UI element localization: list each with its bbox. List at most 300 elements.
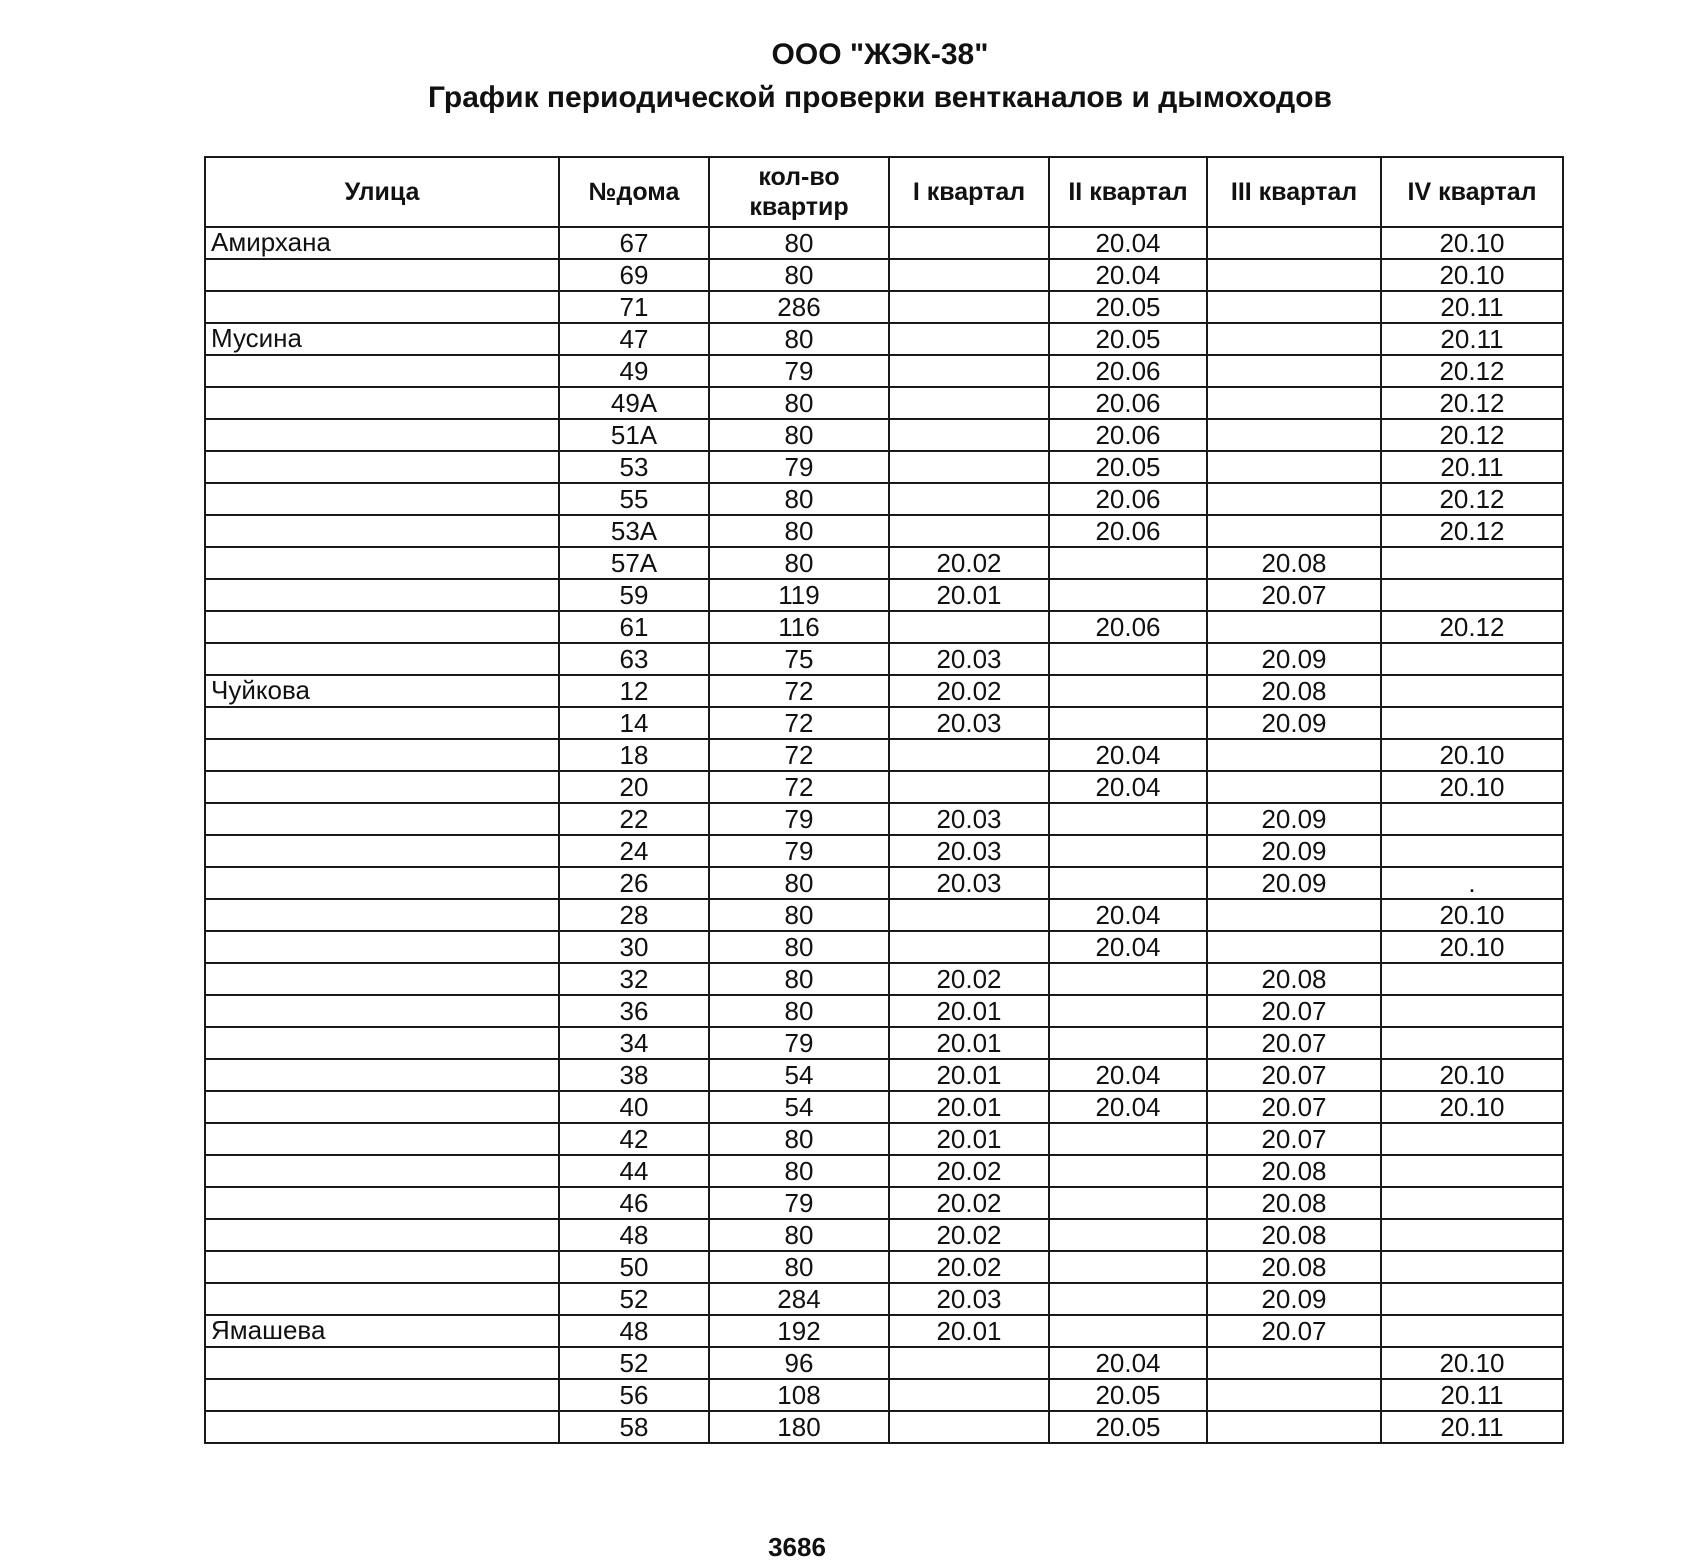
q1-date-cell: 20.03 [889, 835, 1049, 867]
q4-date-cell: 20.10 [1381, 259, 1563, 291]
table-row [205, 1347, 1563, 1379]
table-row [205, 1123, 1563, 1155]
table-row [205, 771, 1563, 803]
q4-date-cell [1381, 1315, 1563, 1347]
house-number-cell: 36 [559, 995, 709, 1027]
street-cell [205, 739, 559, 771]
street-cell [205, 355, 559, 387]
street-cell [205, 1091, 559, 1123]
house-number-cell: 63 [559, 643, 709, 675]
q2-date-cell: 20.06 [1049, 483, 1207, 515]
q4-date-cell: . [1381, 867, 1563, 899]
house-number-cell: 34 [559, 1027, 709, 1059]
apartment-count-cell: 80 [709, 515, 889, 547]
street-cell [205, 803, 559, 835]
q4-date-cell [1381, 547, 1563, 579]
q3-date-cell [1207, 1347, 1381, 1379]
q3-date-cell: 20.09 [1207, 643, 1381, 675]
q1-date-cell: 20.01 [889, 1027, 1049, 1059]
street-cell [205, 1155, 559, 1187]
q1-date-cell: 20.01 [889, 1123, 1049, 1155]
q1-date-cell: 20.03 [889, 643, 1049, 675]
q4-date-cell: 20.11 [1381, 1411, 1563, 1443]
q4-date-cell [1381, 1219, 1563, 1251]
column-header-street: Улица [205, 157, 559, 227]
house-number-cell: 14 [559, 707, 709, 739]
q3-date-cell [1207, 739, 1381, 771]
q2-date-cell: 20.04 [1049, 259, 1207, 291]
street-cell [205, 1347, 559, 1379]
street-cell [205, 995, 559, 1027]
q1-date-cell: 20.02 [889, 547, 1049, 579]
street-cell [205, 643, 559, 675]
q4-date-cell: 20.12 [1381, 611, 1563, 643]
q2-date-cell: 20.04 [1049, 931, 1207, 963]
q3-date-cell [1207, 291, 1381, 323]
q4-date-cell: 20.10 [1381, 771, 1563, 803]
table-row [205, 1059, 1563, 1091]
column-header-q2: II квартал [1049, 157, 1207, 227]
street-cell: Амирхана [205, 227, 559, 259]
q3-date-cell: 20.08 [1207, 675, 1381, 707]
apartment-count-cell: 80 [709, 547, 889, 579]
q3-date-cell: 20.08 [1207, 547, 1381, 579]
q3-date-cell: 20.08 [1207, 963, 1381, 995]
q4-date-cell [1381, 1027, 1563, 1059]
q3-date-cell [1207, 451, 1381, 483]
q1-date-cell [889, 419, 1049, 451]
house-number-cell: 49А [559, 387, 709, 419]
house-number-cell: 59 [559, 579, 709, 611]
document-title: График периодической проверки вентканалов и дымоходов [428, 81, 1332, 114]
street-cell: Ямашева [205, 1315, 559, 1347]
q4-date-cell [1381, 579, 1563, 611]
apartment-count-cell: 119 [709, 579, 889, 611]
column-header-apartment-count: кол-во квартир [709, 157, 889, 227]
house-number-cell: 22 [559, 803, 709, 835]
street-cell [205, 611, 559, 643]
house-number-cell: 48 [559, 1315, 709, 1347]
q1-date-cell [889, 355, 1049, 387]
q4-date-cell: 20.12 [1381, 387, 1563, 419]
q3-date-cell [1207, 771, 1381, 803]
apartment-count-cell: 54 [709, 1059, 889, 1091]
q4-date-cell: 20.11 [1381, 291, 1563, 323]
house-number-cell: 48 [559, 1219, 709, 1251]
q1-date-cell [889, 451, 1049, 483]
table-row [205, 899, 1563, 931]
street-cell [205, 1411, 559, 1443]
q2-date-cell: 20.04 [1049, 739, 1207, 771]
house-number-cell: 18 [559, 739, 709, 771]
apartment-count-cell: 79 [709, 835, 889, 867]
q1-date-cell [889, 515, 1049, 547]
house-number-cell: 26 [559, 867, 709, 899]
table-row [205, 291, 1563, 323]
house-number-cell: 55 [559, 483, 709, 515]
house-number-cell: 40 [559, 1091, 709, 1123]
q2-date-cell [1049, 707, 1207, 739]
q2-date-cell [1049, 995, 1207, 1027]
q4-date-cell: 20.10 [1381, 899, 1563, 931]
table-row [205, 451, 1563, 483]
apartment-count-cell: 80 [709, 1219, 889, 1251]
q2-date-cell: 20.05 [1049, 1379, 1207, 1411]
house-number-cell: 52 [559, 1283, 709, 1315]
street-cell [205, 483, 559, 515]
table-row [205, 1027, 1563, 1059]
house-number-cell: 44 [559, 1155, 709, 1187]
q4-date-cell [1381, 1123, 1563, 1155]
table-row [205, 867, 1563, 899]
table-row [205, 739, 1563, 771]
table-row [205, 547, 1563, 579]
apartment-count-cell: 75 [709, 643, 889, 675]
table-row [205, 1283, 1563, 1315]
table-row [205, 579, 1563, 611]
q1-date-cell: 20.02 [889, 1219, 1049, 1251]
q1-date-cell [889, 1411, 1049, 1443]
house-number-cell: 69 [559, 259, 709, 291]
table-row [205, 227, 1563, 259]
table-row [205, 1411, 1563, 1443]
q4-date-cell: 20.10 [1381, 1059, 1563, 1091]
q3-date-cell [1207, 387, 1381, 419]
q2-date-cell [1049, 579, 1207, 611]
q3-date-cell [1207, 515, 1381, 547]
q3-date-cell: 20.07 [1207, 1091, 1381, 1123]
street-cell [205, 1251, 559, 1283]
q3-date-cell [1207, 355, 1381, 387]
q3-date-cell: 20.07 [1207, 1123, 1381, 1155]
apartment-count-cell: 80 [709, 963, 889, 995]
table-row [205, 259, 1563, 291]
street-cell [205, 1379, 559, 1411]
house-number-cell: 28 [559, 899, 709, 931]
q2-date-cell [1049, 1155, 1207, 1187]
apartment-count-cell: 80 [709, 867, 889, 899]
q3-date-cell [1207, 419, 1381, 451]
q3-date-cell [1207, 1411, 1381, 1443]
q4-date-cell: 20.10 [1381, 1091, 1563, 1123]
q4-date-cell: 20.10 [1381, 739, 1563, 771]
house-number-cell: 51А [559, 419, 709, 451]
apartment-count-cell: 80 [709, 323, 889, 355]
apartment-count-cell: 72 [709, 771, 889, 803]
street-cell [205, 1283, 559, 1315]
house-number-cell: 38 [559, 1059, 709, 1091]
table-row [205, 1187, 1563, 1219]
street-cell [205, 1059, 559, 1091]
q2-date-cell [1049, 1251, 1207, 1283]
q1-date-cell: 20.02 [889, 963, 1049, 995]
apartment-count-cell: 72 [709, 707, 889, 739]
q2-date-cell: 20.04 [1049, 1347, 1207, 1379]
table-row [205, 323, 1563, 355]
q2-date-cell [1049, 963, 1207, 995]
table-row [205, 995, 1563, 1027]
q2-date-cell [1049, 1027, 1207, 1059]
q4-date-cell [1381, 675, 1563, 707]
q3-date-cell: 20.08 [1207, 1187, 1381, 1219]
q2-date-cell: 20.04 [1049, 1059, 1207, 1091]
q2-date-cell [1049, 1283, 1207, 1315]
table-header-row [205, 157, 1563, 227]
house-number-cell: 12 [559, 675, 709, 707]
street-cell [205, 899, 559, 931]
q3-date-cell: 20.07 [1207, 1315, 1381, 1347]
table-row [205, 483, 1563, 515]
street-cell [205, 867, 559, 899]
table-row [205, 931, 1563, 963]
apartment-count-cell: 80 [709, 483, 889, 515]
inspection-schedule-table [204, 156, 1564, 1444]
q1-date-cell [889, 1379, 1049, 1411]
table-row [205, 1091, 1563, 1123]
street-cell [205, 1219, 559, 1251]
house-number-cell: 50 [559, 1251, 709, 1283]
q3-date-cell [1207, 1379, 1381, 1411]
street-cell [205, 547, 559, 579]
street-cell [205, 1123, 559, 1155]
q1-date-cell [889, 611, 1049, 643]
apartment-count-cell: 80 [709, 931, 889, 963]
q2-date-cell: 20.04 [1049, 771, 1207, 803]
table-row [205, 835, 1563, 867]
q2-date-cell [1049, 867, 1207, 899]
apartment-count-cell: 79 [709, 803, 889, 835]
table-row [205, 1315, 1563, 1347]
street-cell [205, 515, 559, 547]
column-header-house-number: №дома [559, 157, 709, 227]
q3-date-cell: 20.07 [1207, 995, 1381, 1027]
q3-date-cell: 20.08 [1207, 1219, 1381, 1251]
q2-date-cell [1049, 675, 1207, 707]
street-cell [205, 259, 559, 291]
street-cell [205, 579, 559, 611]
q1-date-cell [889, 1347, 1049, 1379]
house-number-cell: 46 [559, 1187, 709, 1219]
q1-date-cell: 20.03 [889, 867, 1049, 899]
house-number-cell: 49 [559, 355, 709, 387]
q4-date-cell [1381, 643, 1563, 675]
q2-date-cell [1049, 547, 1207, 579]
apartment-count-cell: 72 [709, 675, 889, 707]
house-number-cell: 42 [559, 1123, 709, 1155]
q4-date-cell: 20.12 [1381, 355, 1563, 387]
apartment-count-cell: 80 [709, 1155, 889, 1187]
q1-date-cell: 20.01 [889, 1315, 1049, 1347]
q1-date-cell [889, 931, 1049, 963]
q2-date-cell: 20.05 [1049, 323, 1207, 355]
street-cell [205, 451, 559, 483]
table-row [205, 387, 1563, 419]
table-row [205, 1155, 1563, 1187]
house-number-cell: 71 [559, 291, 709, 323]
q2-date-cell: 20.05 [1049, 291, 1207, 323]
q1-date-cell: 20.01 [889, 579, 1049, 611]
q4-date-cell: 20.11 [1381, 451, 1563, 483]
table-row [205, 675, 1563, 707]
q1-date-cell: 20.01 [889, 1091, 1049, 1123]
apartment-count-cell: 79 [709, 1027, 889, 1059]
house-number-cell: 53А [559, 515, 709, 547]
table-row [205, 1379, 1563, 1411]
q2-date-cell: 20.05 [1049, 1411, 1207, 1443]
street-cell: Чуйкова [205, 675, 559, 707]
apartment-count-cell: 80 [709, 227, 889, 259]
q3-date-cell [1207, 931, 1381, 963]
q4-date-cell [1381, 1155, 1563, 1187]
company-name: ООО "ЖЭК-38" [771, 38, 989, 71]
street-cell [205, 387, 559, 419]
apartment-count-cell: 116 [709, 611, 889, 643]
q4-date-cell: 20.12 [1381, 419, 1563, 451]
q2-date-cell: 20.06 [1049, 515, 1207, 547]
apartment-count-cell: 80 [709, 1123, 889, 1155]
q4-date-cell: 20.10 [1381, 227, 1563, 259]
q2-date-cell: 20.04 [1049, 227, 1207, 259]
house-number-cell: 24 [559, 835, 709, 867]
q2-date-cell: 20.04 [1049, 899, 1207, 931]
apartment-count-cell: 80 [709, 259, 889, 291]
q3-date-cell [1207, 611, 1381, 643]
q1-date-cell [889, 739, 1049, 771]
q2-date-cell [1049, 803, 1207, 835]
street-cell [205, 291, 559, 323]
q3-date-cell: 20.09 [1207, 803, 1381, 835]
q1-date-cell: 20.02 [889, 1155, 1049, 1187]
q4-date-cell [1381, 963, 1563, 995]
apartment-count-cell: 284 [709, 1283, 889, 1315]
q2-date-cell: 20.06 [1049, 355, 1207, 387]
q1-date-cell: 20.01 [889, 995, 1049, 1027]
column-header-q1: I квартал [889, 157, 1049, 227]
q3-date-cell [1207, 899, 1381, 931]
q3-date-cell [1207, 323, 1381, 355]
q1-date-cell [889, 899, 1049, 931]
q4-date-cell [1381, 1283, 1563, 1315]
apartment-count-cell: 72 [709, 739, 889, 771]
q4-date-cell: 20.10 [1381, 1347, 1563, 1379]
q2-date-cell: 20.04 [1049, 1091, 1207, 1123]
q4-date-cell: 20.12 [1381, 515, 1563, 547]
q3-date-cell: 20.09 [1207, 867, 1381, 899]
q4-date-cell [1381, 1187, 1563, 1219]
q3-date-cell: 20.09 [1207, 707, 1381, 739]
apartment-count-cell: 80 [709, 899, 889, 931]
q3-date-cell: 20.09 [1207, 835, 1381, 867]
q2-date-cell: 20.06 [1049, 611, 1207, 643]
q1-date-cell [889, 227, 1049, 259]
house-number-cell: 52 [559, 1347, 709, 1379]
q1-date-cell [889, 291, 1049, 323]
q1-date-cell: 20.02 [889, 1187, 1049, 1219]
street-cell [205, 835, 559, 867]
table-row [205, 355, 1563, 387]
house-number-cell: 67 [559, 227, 709, 259]
q3-date-cell: 20.08 [1207, 1155, 1381, 1187]
street-cell [205, 963, 559, 995]
table-row [205, 963, 1563, 995]
table-row [205, 1251, 1563, 1283]
apartment-count-cell: 286 [709, 291, 889, 323]
q3-date-cell: 20.07 [1207, 1059, 1381, 1091]
street-cell [205, 707, 559, 739]
q2-date-cell: 20.06 [1049, 419, 1207, 451]
q1-date-cell: 20.03 [889, 1283, 1049, 1315]
q2-date-cell [1049, 1219, 1207, 1251]
q4-date-cell: 20.11 [1381, 1379, 1563, 1411]
q2-date-cell: 20.05 [1049, 451, 1207, 483]
house-number-cell: 61 [559, 611, 709, 643]
q4-date-cell [1381, 1251, 1563, 1283]
q2-date-cell [1049, 643, 1207, 675]
street-cell [205, 771, 559, 803]
q1-date-cell: 20.02 [889, 675, 1049, 707]
column-header-q3: III квартал [1207, 157, 1381, 227]
q1-date-cell [889, 483, 1049, 515]
apartment-count-cell: 80 [709, 995, 889, 1027]
q1-date-cell [889, 323, 1049, 355]
apartment-count-cell: 79 [709, 355, 889, 387]
apartment-count-cell: 180 [709, 1411, 889, 1443]
apartment-count-cell: 192 [709, 1315, 889, 1347]
table-row [205, 419, 1563, 451]
q2-date-cell [1049, 835, 1207, 867]
q4-date-cell [1381, 835, 1563, 867]
apartment-count-cell: 80 [709, 1251, 889, 1283]
apartment-count-cell: 108 [709, 1379, 889, 1411]
house-number-cell: 53 [559, 451, 709, 483]
q2-date-cell [1049, 1123, 1207, 1155]
q3-date-cell [1207, 227, 1381, 259]
apartment-count-cell: 79 [709, 451, 889, 483]
q3-date-cell: 20.07 [1207, 579, 1381, 611]
q4-date-cell: 20.12 [1381, 483, 1563, 515]
street-cell [205, 1187, 559, 1219]
table-row [205, 643, 1563, 675]
q4-date-cell: 20.10 [1381, 931, 1563, 963]
q3-date-cell [1207, 259, 1381, 291]
apartment-count-cell: 79 [709, 1187, 889, 1219]
q1-date-cell: 20.02 [889, 1251, 1049, 1283]
house-number-cell: 58 [559, 1411, 709, 1443]
q4-date-cell: 20.11 [1381, 323, 1563, 355]
q1-date-cell: 20.01 [889, 1059, 1049, 1091]
q3-date-cell: 20.08 [1207, 1251, 1381, 1283]
house-number-cell: 57А [559, 547, 709, 579]
apartment-count-cell: 54 [709, 1091, 889, 1123]
q3-date-cell: 20.07 [1207, 1027, 1381, 1059]
q1-date-cell: 20.03 [889, 707, 1049, 739]
street-cell [205, 1027, 559, 1059]
q3-date-cell [1207, 483, 1381, 515]
street-cell [205, 419, 559, 451]
house-number-cell: 56 [559, 1379, 709, 1411]
house-number-cell: 30 [559, 931, 709, 963]
q1-date-cell: 20.03 [889, 803, 1049, 835]
q2-date-cell: 20.06 [1049, 387, 1207, 419]
table-row [205, 803, 1563, 835]
q4-date-cell [1381, 995, 1563, 1027]
table-row [205, 611, 1563, 643]
street-cell [205, 931, 559, 963]
q2-date-cell [1049, 1315, 1207, 1347]
q2-date-cell [1049, 1187, 1207, 1219]
house-number-cell: 32 [559, 963, 709, 995]
q1-date-cell [889, 387, 1049, 419]
